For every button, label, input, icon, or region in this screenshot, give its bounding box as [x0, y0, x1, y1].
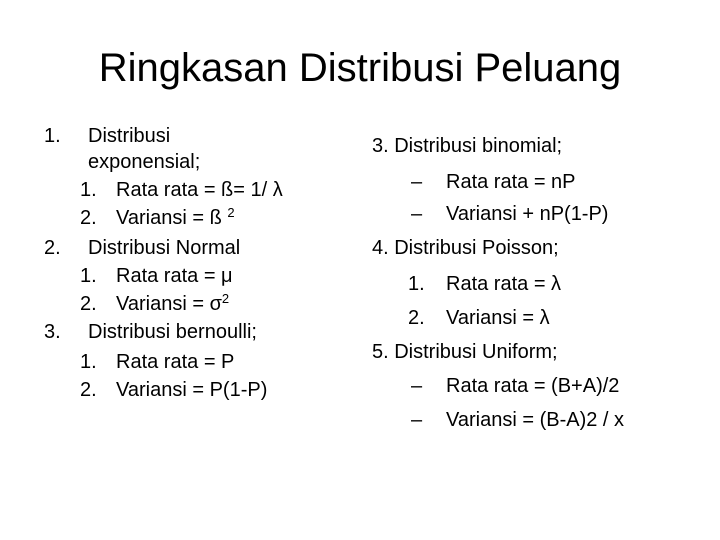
list-text-wrapper: [116, 292, 229, 316]
list-marker: 2.: [80, 293, 97, 315]
list-marker: 3.: [44, 321, 61, 343]
list-text-wrapper: [116, 206, 235, 230]
list-item-distribusi-uniform-heading: [372, 340, 558, 364]
list-marker: 2.: [408, 307, 425, 329]
superscript: 2: [221, 291, 230, 306]
list-text: 4. Distribusi Poisson;: [372, 237, 559, 259]
list-text: Rata rata = μ: [116, 265, 233, 287]
list-text: Variansi = σ: [116, 293, 222, 315]
list-marker: 1.: [80, 351, 97, 373]
list-text: Rata rata = λ: [446, 273, 562, 295]
list-text: Distribusi bernoulli;: [88, 321, 257, 343]
list-marker: 1.: [80, 265, 97, 287]
list-marker: 2.: [80, 207, 97, 229]
list-item-distribusi-poisson-heading: [372, 236, 559, 260]
dash-bullet: –: [411, 409, 423, 431]
list-text: Rata rata = nP: [446, 171, 576, 193]
dash-bullet: –: [411, 375, 423, 397]
list-text: 5. Distribusi Uniform;: [372, 341, 558, 363]
list-text: Rata rata = P: [116, 351, 235, 373]
list-item-distribusi-binomial-heading: [372, 134, 562, 158]
list-text: Variansi = P(1-P): [116, 379, 268, 401]
list-text: Rata rata = ß= 1/ λ: [116, 179, 283, 201]
list-text: Variansi = ß: [116, 207, 222, 229]
list-marker: 1.: [80, 179, 97, 201]
list-text: Variansi + nP(1-P): [446, 203, 609, 225]
list-text: exponensial;: [88, 151, 201, 173]
list-marker: 2.: [44, 237, 61, 259]
list-text: Rata rata = (B+A)/2: [446, 375, 620, 397]
list-text: Distribusi Normal: [88, 237, 241, 259]
list-text: Variansi = (B-A)2 / x: [446, 409, 625, 431]
list-marker: 2.: [80, 379, 97, 401]
list-marker: 1.: [408, 273, 425, 295]
dash-bullet: –: [411, 203, 423, 225]
dash-bullet: –: [411, 171, 423, 193]
list-text: Distribusi: [88, 125, 171, 147]
slide-title: Ringkasan Distribusi Peluang: [98, 46, 622, 90]
superscript: 2: [227, 205, 235, 220]
list-marker: 1.: [44, 125, 61, 147]
list-text: Variansi = λ: [446, 307, 550, 329]
list-text: 3. Distribusi binomial;: [372, 135, 563, 157]
